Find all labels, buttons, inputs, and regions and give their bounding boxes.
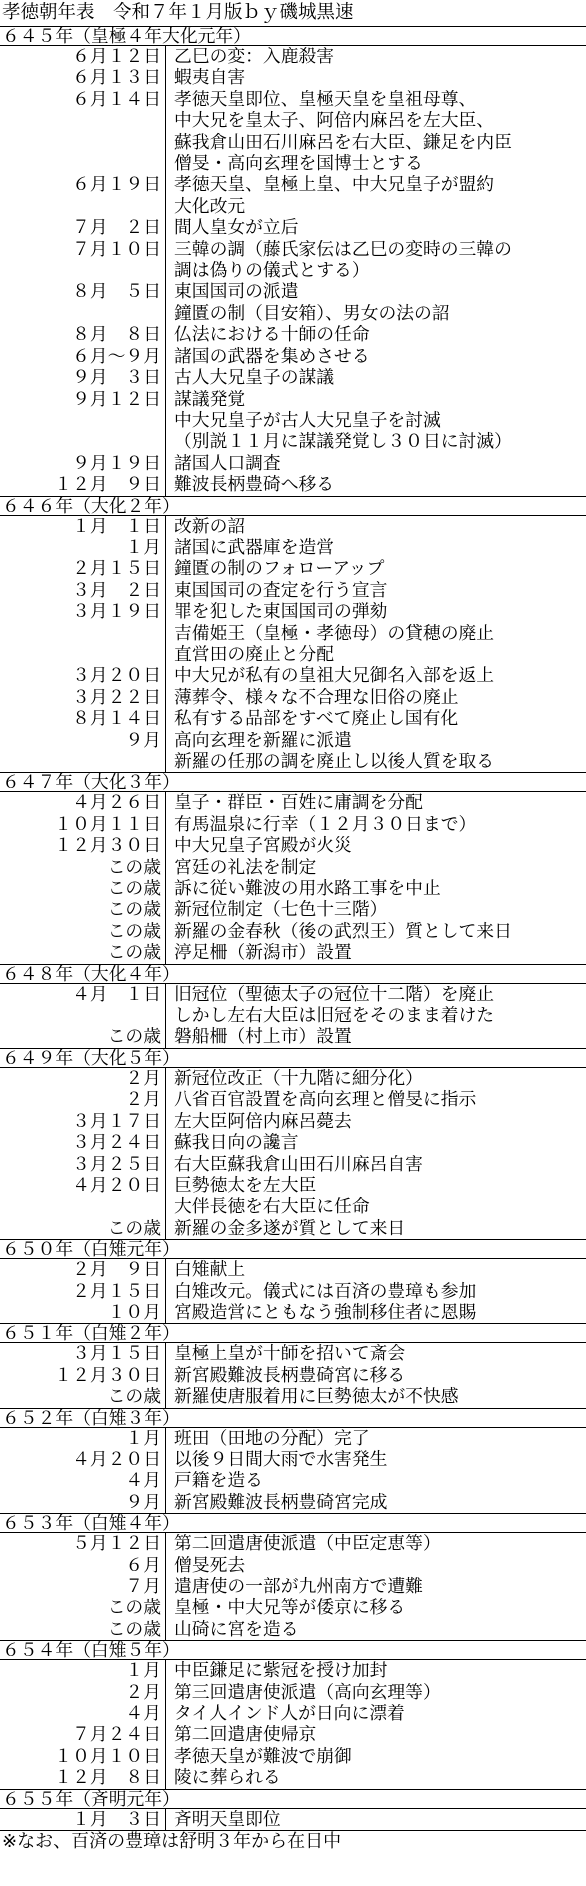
event-date: １０月１０日 <box>0 1746 166 1767</box>
event-row <box>0 1386 586 1407</box>
event-description <box>166 665 586 686</box>
event-line: 罪を犯した東国国司の弾劾 <box>174 601 388 623</box>
event-row <box>0 1470 586 1491</box>
event-line: 山碕に宮を造る <box>174 1618 299 1640</box>
event-description <box>166 1746 586 1767</box>
event-row <box>0 1089 586 1110</box>
event-description <box>166 1660 586 1681</box>
event-description <box>166 1428 586 1449</box>
event-description <box>166 730 586 773</box>
event-description <box>166 1068 586 1089</box>
event-row <box>0 792 586 813</box>
event-line: 有馬温泉に行幸（１２月３０日まで） <box>174 813 477 835</box>
event-date: １２月 ９日 <box>0 474 166 495</box>
event-line: 右大臣蘇我倉山田石川麻呂自害 <box>174 1153 423 1175</box>
event-row <box>0 1555 586 1576</box>
event-date: １２月３０日 <box>0 1365 166 1386</box>
event-description <box>166 1724 586 1745</box>
event-date: １２月３０日 <box>0 835 166 856</box>
event-description <box>166 174 586 217</box>
event-description <box>166 346 586 367</box>
event-row <box>0 857 586 878</box>
event-date: ８月 ５日 <box>0 281 166 324</box>
event-row <box>0 89 586 175</box>
event-description <box>166 921 586 942</box>
event-line: 吉備姫王（皇極・孝徳母）の貸穂の廃止 <box>174 622 495 644</box>
event-date: この歳 <box>0 1218 166 1239</box>
event-line: 巨勢徳太を左大臣 <box>174 1174 317 1196</box>
event-line: 中大兄を皇太子、阿倍内麻呂を左大臣、 <box>174 110 495 132</box>
event-date: ６月１２日 <box>0 46 166 67</box>
event-row <box>0 1619 586 1640</box>
event-row <box>0 67 586 88</box>
event-line: 白雉献上 <box>174 1259 246 1281</box>
event-line: 孝徳天皇、皇極上皇、中大兄皇子が盟約 <box>174 174 495 196</box>
event-row <box>0 1132 586 1153</box>
event-row <box>0 537 586 558</box>
event-description <box>166 453 586 474</box>
event-description <box>166 835 586 856</box>
event-row <box>0 1809 586 1830</box>
event-date: ３月１５日 <box>0 1343 166 1364</box>
event-date: ６月１３日 <box>0 67 166 88</box>
event-date: ９月１２日 <box>0 389 166 453</box>
event-line: 諸国に武器庫を造営 <box>174 536 335 558</box>
event-line: 孝徳天皇即位、皇極天皇を皇祖母尊、 <box>174 88 477 110</box>
event-date: ３月１７日 <box>0 1111 166 1132</box>
event-row <box>0 1428 586 1449</box>
event-date: ２月１５日 <box>0 1281 166 1302</box>
event-row <box>0 1767 586 1788</box>
event-description <box>166 580 586 601</box>
event-row <box>0 46 586 67</box>
event-date: ４月２０日 <box>0 1175 166 1218</box>
event-line: 東国国司の査定を行う宣言 <box>174 579 388 601</box>
event-date: ４月２０日 <box>0 1449 166 1470</box>
event-description <box>166 1343 586 1364</box>
event-row <box>0 1281 586 1302</box>
event-line: 僧旻死去 <box>174 1554 246 1576</box>
event-line: タイ人インド人が日向に漂着 <box>174 1703 405 1725</box>
event-row <box>0 367 586 388</box>
event-description <box>166 878 586 899</box>
event-row <box>0 1302 586 1323</box>
event-date: １０月１１日 <box>0 814 166 835</box>
year-header: ６４８年（大化４年） <box>0 964 586 984</box>
event-row <box>0 942 586 963</box>
event-row <box>0 1576 586 1597</box>
event-date: この歳 <box>0 1386 166 1407</box>
event-line: 三韓の調（藤氏家伝は乙巳の変時の三韓の <box>174 238 512 260</box>
event-date: この歳 <box>0 942 166 963</box>
event-line: 調は偽りの儀式とする） <box>174 260 370 282</box>
event-line: 第三回遣唐使派遣（高向玄理等） <box>174 1681 441 1703</box>
event-line: 東国国司の派遣 <box>174 281 299 303</box>
event-line: 改新の詔 <box>174 515 246 537</box>
event-line: 私有する品部をすべて廃止し国有化 <box>174 708 459 730</box>
event-description <box>166 1218 586 1239</box>
event-row <box>0 730 586 773</box>
event-date: ４月 １日 <box>0 984 166 1027</box>
event-date: ３月２２日 <box>0 687 166 708</box>
event-line: 難波長柄豊碕へ移る <box>174 474 335 496</box>
event-description <box>166 46 586 67</box>
event-line: 孝徳天皇が難波で崩御 <box>174 1745 352 1767</box>
event-date: ２月 ９日 <box>0 1259 166 1280</box>
event-date: ２月 <box>0 1068 166 1089</box>
event-line: しかし左右大臣は旧冠をそのまま着けた <box>174 1005 495 1027</box>
event-description <box>166 324 586 345</box>
event-date: ７月 <box>0 1576 166 1597</box>
event-date: ６月 <box>0 1555 166 1576</box>
event-date: この歳 <box>0 1026 166 1047</box>
event-date: ９月 <box>0 1492 166 1513</box>
event-description <box>166 792 586 813</box>
event-date: ７月１０日 <box>0 239 166 282</box>
event-row <box>0 601 586 665</box>
event-date: ２月１５日 <box>0 558 166 579</box>
event-date: １月 <box>0 1660 166 1681</box>
event-line: 新羅の金春秋（後の武烈王）質として来日 <box>174 920 512 942</box>
event-row <box>0 687 586 708</box>
event-date: ６月１９日 <box>0 174 166 217</box>
event-description <box>166 1619 586 1640</box>
event-row <box>0 665 586 686</box>
event-row <box>0 814 586 835</box>
event-description <box>166 67 586 88</box>
event-line: 諸国の武器を集めさせる <box>174 345 370 367</box>
event-date: ２月 <box>0 1682 166 1703</box>
event-row <box>0 1492 586 1513</box>
event-description <box>166 1259 586 1280</box>
event-date: ８月 ８日 <box>0 324 166 345</box>
event-line: 班田（田地の分配）完了 <box>174 1427 370 1449</box>
event-line: 新宮殿難波長柄豊碕宮に移る <box>174 1364 406 1386</box>
event-date: １月 １日 <box>0 516 166 537</box>
event-description <box>166 1597 586 1618</box>
event-date: ９月１９日 <box>0 453 166 474</box>
event-row <box>0 324 586 345</box>
event-row <box>0 984 586 1027</box>
event-line: 訴に従い難波の用水路工事を中止 <box>174 878 441 900</box>
event-description <box>166 942 586 963</box>
event-row <box>0 516 586 537</box>
event-date: ６月１４日 <box>0 89 166 175</box>
event-description <box>166 1703 586 1724</box>
event-row <box>0 1068 586 1089</box>
event-description <box>166 1533 586 1554</box>
event-line: 蝦夷自害 <box>174 67 246 89</box>
event-date: この歳 <box>0 857 166 878</box>
event-row <box>0 580 586 601</box>
event-line: 左大臣阿倍内麻呂薨去 <box>174 1110 352 1132</box>
event-description <box>166 1365 586 1386</box>
event-description <box>166 1470 586 1491</box>
event-description <box>166 537 586 558</box>
event-line: 第二回遣唐使帰京 <box>174 1724 317 1746</box>
event-description <box>166 1154 586 1175</box>
event-date: ９月 ３日 <box>0 367 166 388</box>
event-description <box>166 708 586 729</box>
event-description <box>166 814 586 835</box>
event-line: 間人皇女が立后 <box>174 217 299 239</box>
event-description <box>166 1767 586 1788</box>
event-row <box>0 1259 586 1280</box>
event-description <box>166 1175 586 1218</box>
event-row <box>0 1597 586 1618</box>
event-row <box>0 708 586 729</box>
event-row <box>0 1111 586 1132</box>
event-row <box>0 1533 586 1554</box>
event-row <box>0 453 586 474</box>
year-header: ６５３年（白雉４年） <box>0 1513 586 1533</box>
year-header: ６５０年（白雉元年） <box>0 1239 586 1259</box>
event-description <box>166 1302 586 1323</box>
event-row <box>0 1218 586 1239</box>
event-line: 旧冠位（聖徳太子の冠位十二階）を廃止 <box>174 983 495 1005</box>
event-date: ３月２５日 <box>0 1154 166 1175</box>
event-description <box>166 474 586 495</box>
event-line: 中大兄皇子が古人大兄皇子を討滅 <box>174 409 441 431</box>
event-date: ５月１２日 <box>0 1533 166 1554</box>
event-row <box>0 1175 586 1218</box>
event-line: 宮殿造営にともなう強制移住者に恩賜 <box>174 1301 477 1323</box>
event-description <box>166 984 586 1027</box>
event-description <box>166 558 586 579</box>
event-row <box>0 878 586 899</box>
event-date: １月 <box>0 537 166 558</box>
event-date: ３月 ２日 <box>0 580 166 601</box>
event-date: ２月 <box>0 1089 166 1110</box>
event-date: ６月～９月 <box>0 346 166 367</box>
event-line: 直営田の廃止と分配 <box>174 643 335 665</box>
event-line: 鐘匱の制（目安箱）、男女の法の詔 <box>174 302 450 324</box>
event-line: 渟足柵（新潟市）設置 <box>174 942 352 964</box>
event-description <box>166 601 586 665</box>
event-line: 大化改元 <box>174 195 246 217</box>
page-title: 孝徳朝年表 令和７年１月版ｂｙ磯城黒速 <box>2 2 354 23</box>
event-line: 皇極上皇が十師を招いて斎会 <box>174 1343 406 1365</box>
year-header: ６５２年（白雉３年） <box>0 1408 586 1428</box>
event-line: 遣唐使の一部が九州南方で遭難 <box>174 1576 423 1597</box>
year-header: ６４７年（大化３年） <box>0 772 586 792</box>
event-line: 新羅の任那の調を廃止し以後人質を取る <box>174 751 495 772</box>
event-row <box>0 921 586 942</box>
event-date: この歳 <box>0 1597 166 1618</box>
event-description <box>166 1026 586 1047</box>
event-description <box>166 1386 586 1407</box>
event-row <box>0 1682 586 1703</box>
event-line: 新羅使唐服着用に巨勢徳太が不快感 <box>174 1386 459 1408</box>
event-description <box>166 1555 586 1576</box>
event-line: 皇極・中大兄等が倭京に移る <box>174 1597 406 1619</box>
event-description <box>166 281 586 324</box>
event-description <box>166 367 586 388</box>
year-header: ６４９年（大化５年） <box>0 1048 586 1068</box>
event-line: 新宮殿難波長柄豊碕宮完成 <box>174 1491 388 1513</box>
event-row <box>0 281 586 324</box>
event-date: ８月１４日 <box>0 708 166 729</box>
event-row <box>0 174 586 217</box>
event-date: この歳 <box>0 878 166 899</box>
event-line: 中大兄が私有の皇祖大兄御名入部を返上 <box>174 665 495 687</box>
event-description <box>166 857 586 878</box>
event-line: 諸国人口調査 <box>174 452 281 474</box>
event-description <box>166 516 586 537</box>
event-line: （別説１１月に謀議発覚し３０日に討滅） <box>174 431 512 453</box>
event-line: 乙巳の変：入鹿殺害 <box>174 46 335 67</box>
event-description <box>166 1089 586 1110</box>
event-row <box>0 1343 586 1364</box>
event-description <box>166 687 586 708</box>
event-date: ３月１９日 <box>0 601 166 665</box>
event-date: １月 ３日 <box>0 1809 166 1830</box>
event-line: 古人大兄皇子の謀議 <box>174 367 335 389</box>
event-line: 鐘匱の制のフォローアップ <box>174 558 385 580</box>
event-row <box>0 474 586 495</box>
event-row <box>0 217 586 238</box>
year-header: ６４５年（皇極４年大化元年） <box>0 26 586 46</box>
event-line: 大伴長徳を右大臣に任命 <box>174 1196 370 1218</box>
event-line: 僧旻・高向玄理を国博士とする <box>174 153 423 175</box>
event-line: 陵に葬られる <box>174 1767 281 1789</box>
event-date: ３月２４日 <box>0 1132 166 1153</box>
event-row <box>0 1154 586 1175</box>
event-date: ３月２０日 <box>0 665 166 686</box>
event-line: 新冠位制定（七色十三階） <box>174 899 388 921</box>
event-row <box>0 239 586 282</box>
event-line: 第二回遣唐使派遣（中臣定恵等） <box>174 1533 441 1555</box>
event-line: 斉明天皇即位 <box>174 1808 281 1830</box>
event-line: 高向玄理を新羅に派遣 <box>174 729 352 751</box>
year-header: ６５１年（白雉２年） <box>0 1323 586 1343</box>
event-description <box>166 1111 586 1132</box>
event-line: 八省百官設置を高向玄理と僧旻に指示 <box>174 1089 477 1111</box>
event-description <box>166 899 586 920</box>
event-date: ９月 <box>0 730 166 773</box>
event-date: ４月 <box>0 1470 166 1491</box>
event-line: 仏法における十師の任命 <box>174 324 370 346</box>
event-row <box>0 835 586 856</box>
year-header: ６５４年（白雉５年） <box>0 1640 586 1660</box>
event-row <box>0 1746 586 1767</box>
event-row <box>0 1365 586 1386</box>
event-description <box>166 1576 586 1597</box>
event-line: 蘇我日向の讒言 <box>174 1132 299 1154</box>
event-date: １２月 ８日 <box>0 1767 166 1788</box>
event-description <box>166 217 586 238</box>
event-line: 磐船柵（村上市）設置 <box>174 1026 352 1048</box>
event-row <box>0 1449 586 1470</box>
year-header: ６４６年（大化２年） <box>0 496 586 516</box>
event-line: 皇子・群臣・百姓に庸調を分配 <box>174 792 423 814</box>
event-line: 白雉改元。儀式には百済の豊璋も参加 <box>174 1280 477 1302</box>
event-date: この歳 <box>0 899 166 920</box>
event-description <box>166 1132 586 1153</box>
event-description <box>166 239 586 282</box>
event-date: ４月 <box>0 1703 166 1724</box>
event-description <box>166 1449 586 1470</box>
event-date: この歳 <box>0 1619 166 1640</box>
event-line: 以後９日間大雨で水害発生 <box>174 1448 388 1470</box>
event-description <box>166 1281 586 1302</box>
footnote: ※なお、百済の豊璋は舒明３年から在日中 <box>0 1830 586 1853</box>
event-row <box>0 558 586 579</box>
event-line: 宮廷の礼法を制定 <box>174 856 317 878</box>
event-line: 新羅の金多遂が質として来日 <box>174 1217 406 1239</box>
event-row <box>0 346 586 367</box>
event-date: この歳 <box>0 921 166 942</box>
event-row <box>0 1703 586 1724</box>
event-line: 中臣鎌足に紫冠を授け加封 <box>174 1660 388 1682</box>
event-date: １０月 <box>0 1302 166 1323</box>
event-description <box>166 1492 586 1513</box>
event-line: 中大兄皇子宮殿が火災 <box>174 835 352 857</box>
event-date: １月 <box>0 1428 166 1449</box>
event-date: ７月２４日 <box>0 1724 166 1745</box>
event-line: 薄葬令、様々な不合理な旧俗の廃止 <box>174 686 459 708</box>
event-description <box>166 1682 586 1703</box>
event-description <box>166 1809 586 1830</box>
event-row <box>0 1660 586 1681</box>
event-row <box>0 1026 586 1047</box>
event-line: 謀議発覚 <box>174 388 246 410</box>
chronology-table <box>0 26 586 1830</box>
event-row <box>0 1724 586 1745</box>
event-description <box>166 389 586 453</box>
event-date: ７月 ２日 <box>0 217 166 238</box>
event-date: ４月２６日 <box>0 792 166 813</box>
event-line: 蘇我倉山田石川麻呂を右大臣、鎌足を内臣 <box>174 131 512 153</box>
event-row <box>0 389 586 453</box>
year-header: ６５５年（斉明元年） <box>0 1789 586 1809</box>
event-line: 戸籍を造る <box>174 1470 263 1492</box>
event-row <box>0 899 586 920</box>
event-description <box>166 89 586 175</box>
event-line: 新冠位改正（十九階に細分化） <box>174 1067 423 1089</box>
